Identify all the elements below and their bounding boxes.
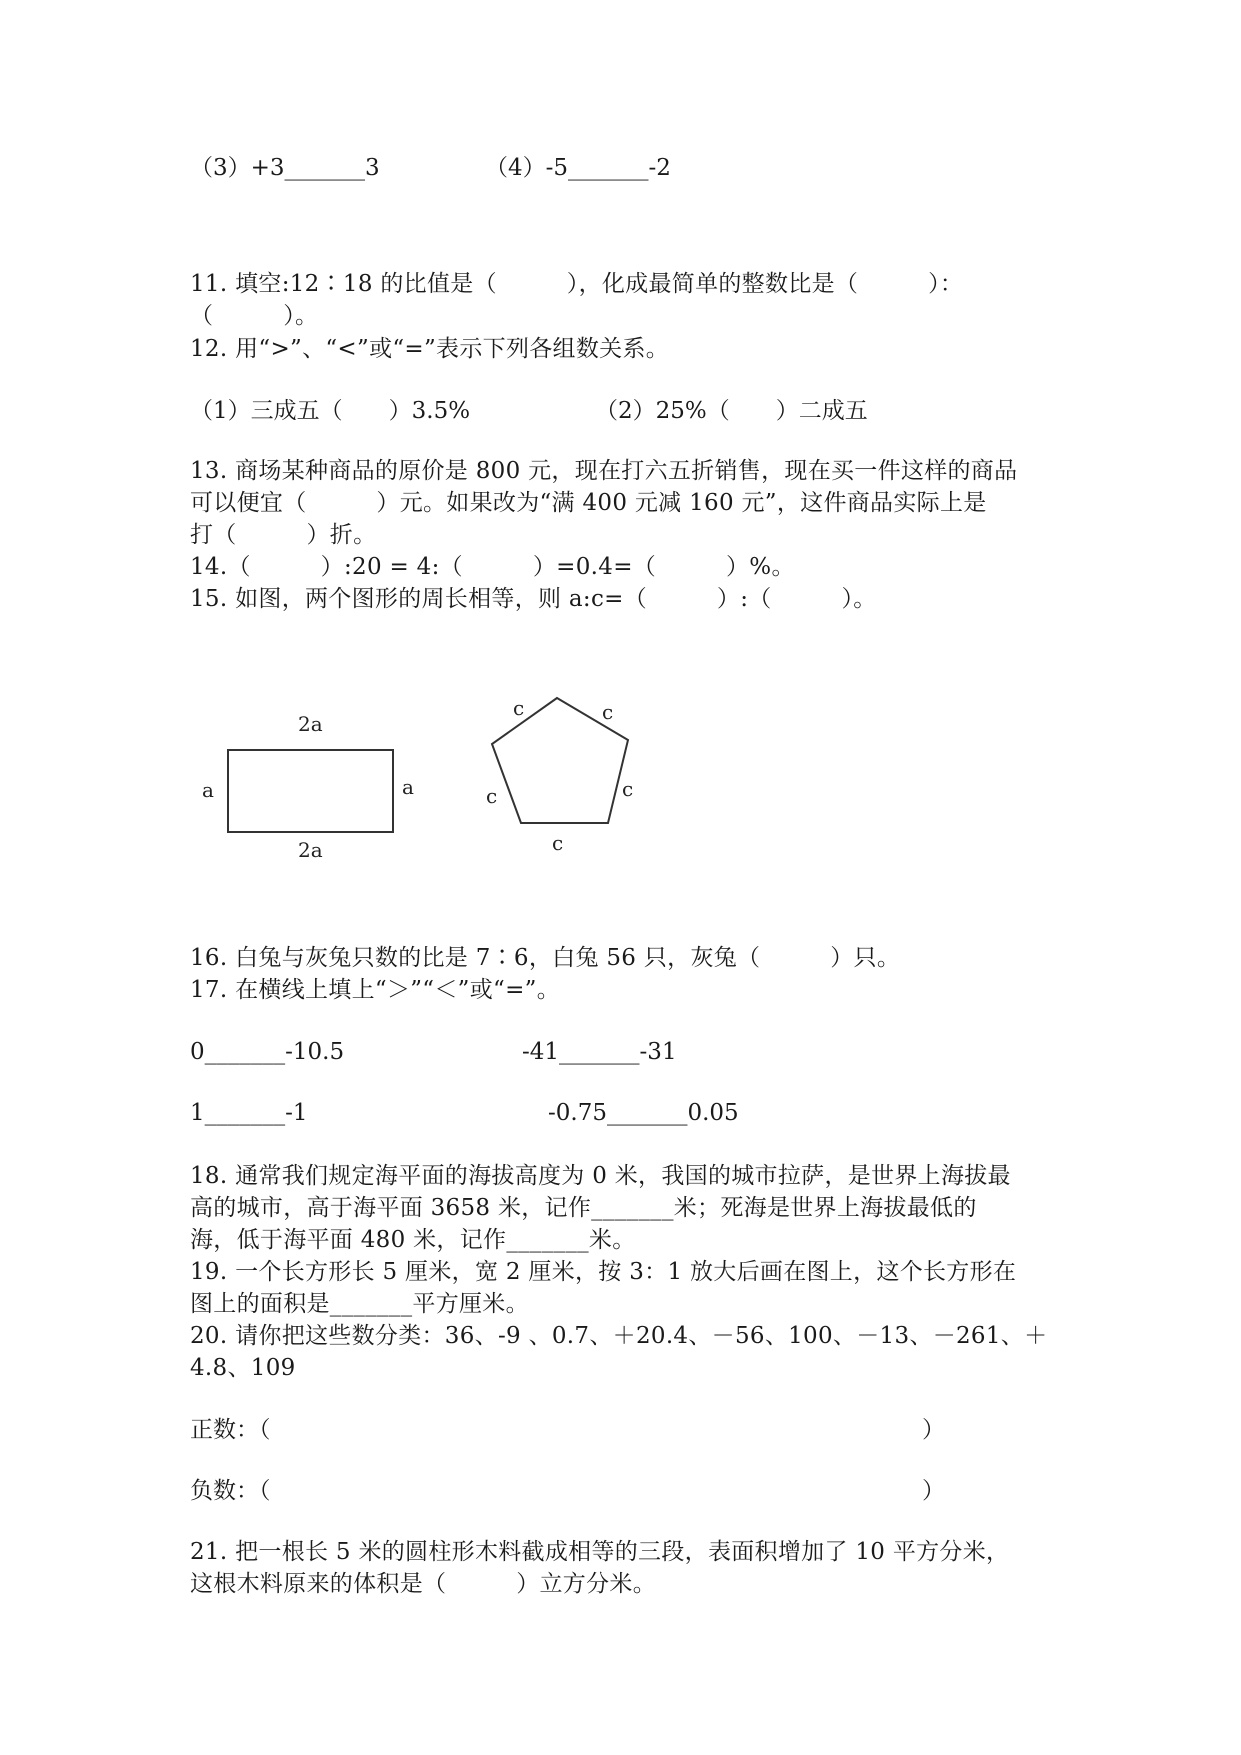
q17-item-4: -0.75_______0.05 [548,1100,739,1126]
q13-line-3: 打（ ）折。 [190,522,377,548]
q17-item-1: 0_______-10.5 [190,1039,345,1065]
q20-line-1: 20. 请你把这些数分类：36、-9 、0.7、＋20.4、－56、100、－13、－261、＋ [190,1323,1048,1349]
q18-line-3: 海，低于海平面 480 米，记作_______米。 [190,1227,636,1253]
rect-right-label: a [402,775,414,799]
q19-line-2: 图上的面积是_______平方厘米。 [190,1291,529,1317]
q20-negative-close: ） [922,1478,945,1504]
q18-line-2: 高的城市，高于海平面 3658 米，记作_______米；死海是世界上海拔最低的 [190,1195,977,1221]
q15-figure [190,690,650,890]
q13-line-1: 13. 商场某种商品的原价是 800 元，现在打六五折销售，现在买一件这样的商品 [190,458,1018,484]
q12-item-1: （1）三成五（ ）3.5% [190,398,471,424]
rect-left-label: a [202,778,214,802]
rect-bottom-label: 2a [298,838,323,862]
pent-label-right: c [622,777,634,801]
pent-label-left: c [486,784,498,808]
q15-question: 15. 如图，两个图形的周长相等，则 a:c=（ ）:（ ）。 [190,586,877,612]
q12-question: 12. 用“>”、“<”或“=”表示下列各组数关系。 [190,336,670,362]
q13-line-2: 可以便宜（ ）元。如果改为“满 400 元减 160 元”，这件商品实际上是 [190,490,987,516]
q15-figure-svg [190,690,650,890]
q20-line-2: 4.8、109 [190,1355,296,1381]
q16-question: 16. 白兔与灰兔只数的比是 7∶6，白兔 56 只，灰兔（ ）只。 [190,945,901,971]
q21-line-2: 这根木料原来的体积是（ ）立方分米。 [190,1571,656,1597]
q20-negative-label: 负数：（ [190,1478,271,1504]
q20-positive-label: 正数：（ [190,1417,271,1443]
rectangle-shape [228,750,393,832]
q11-line-1: 11. 填空:12∶18 的比值是（ ），化成最简单的整数比是（ ）： [190,271,964,297]
pent-label-top-right: c [602,700,614,724]
q19-line-1: 19. 一个长方形长 5 厘米，宽 2 厘米，按 3：1 放大后画在图上，这个长方形在 [190,1259,1017,1285]
q10-item-3: （3）+3_______3 [190,155,380,181]
q12-item-2: （2）25%（ ）二成五 [595,398,868,424]
q17-item-2: -41_______-31 [522,1039,677,1065]
rect-top-label: 2a [298,712,323,736]
pent-label-top-left: c [513,696,525,720]
pent-label-bottom: c [552,831,564,855]
q17-question: 17. 在横线上填上“＞”“＜”或“=”。 [190,977,561,1003]
q14-question: 14.（ ）:20 = 4:（ ）=0.4=（ ）%。 [190,554,795,580]
q21-line-1: 21. 把一根长 5 米的圆柱形木料截成相等的三段，表面积增加了 10 平方分米， [190,1539,1010,1565]
q10-item-4: （4）-5_______-2 [485,155,671,181]
q20-positive-close: ） [922,1417,945,1443]
q18-line-1: 18. 通常我们规定海平面的海拔高度为 0 米，我国的城市拉萨，是世界上海拔最 [190,1163,1011,1189]
q11-line-2: （ ）。 [190,303,319,329]
q17-item-3: 1_______-1 [190,1100,308,1126]
